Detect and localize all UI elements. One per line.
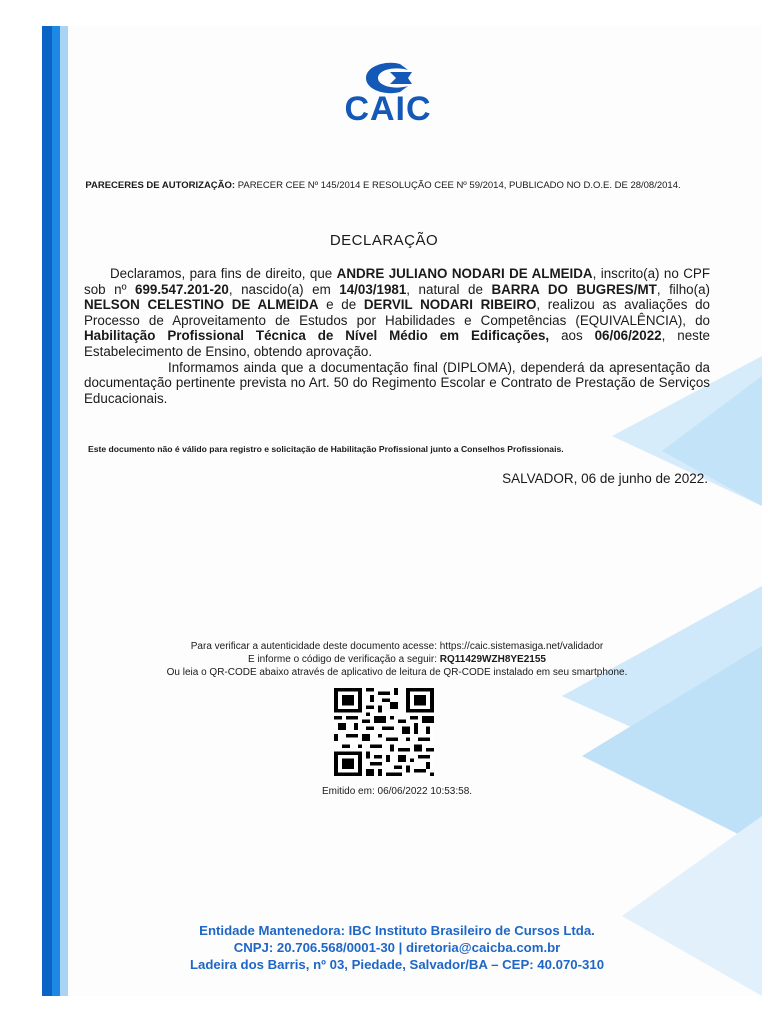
declaration-text: , natural de	[406, 281, 492, 297]
declaration-text: , filho(a)	[656, 281, 710, 297]
verification-code: RQ11429WZH8YE2155	[439, 654, 546, 665]
student-cpf: 699.547.201-20	[135, 281, 229, 297]
authorization-line	[76, 180, 690, 191]
issued-at: Emitido em: 06/06/2022 10:53:58.	[321, 786, 473, 797]
declaration-text: Declaramos, para fins de direito, que	[110, 266, 337, 281]
authorization-label: PARECERES DE AUTORIZAÇÃO:	[85, 180, 236, 191]
course-name: Habilitação Profissional Técnica de Nível Médio em Edificações,	[84, 328, 550, 344]
verification-url-line: Para verificar a autenticidade deste documento acesse: https://caic.sistemasiga.net/validador	[190, 641, 604, 652]
student-name: ANDRE JULIANO NODARI DE ALMEIDA	[336, 266, 593, 281]
verification-qr-line: Ou leia o QR-CODE abaixo através de aplicativo de leitura de QR-CODE instalado em seu smartphone.	[166, 667, 628, 678]
logo-text: CAIC	[344, 90, 432, 128]
left-stripe-light	[60, 26, 68, 996]
qr-code-icon	[334, 688, 434, 776]
document-page	[42, 26, 762, 996]
city-date: SALVADOR, 06 de junho de 2022.	[502, 471, 708, 486]
father-name: NELSON CELESTINO DE ALMEIDA	[84, 297, 319, 313]
mother-name: DERVIL NODARI RIBEIRO	[363, 297, 537, 313]
caic-logo	[338, 60, 438, 130]
declaration-text: , neste Estabelecimento de Ensino, obtendo aprovação.	[84, 328, 710, 359]
birth-date: 14/03/1981	[339, 281, 407, 297]
evaluation-date: 06/06/2022	[594, 328, 662, 344]
declaration-text: , nascido(a) em	[228, 281, 340, 297]
document-title: DECLARAÇÃO	[329, 232, 439, 249]
declaration-body	[84, 266, 710, 406]
declaration-text: aos	[549, 328, 595, 344]
authorization-text: PARECER CEE Nº 145/2014 E RESOLUÇÃO CEE Nº 59/2014, PUBLICADO NO D.O.E. DE 28/08/2014.	[235, 180, 681, 191]
left-stripe-medium	[52, 26, 60, 996]
declaration-text: , realizou as avaliações do Processo de Aproveitamento de Estudos por Habilidades e Competências (EQUIVALÊNCIA), do	[84, 297, 710, 328]
verification-code-line	[82, 653, 712, 666]
validity-notice: Este documento não é válido para registro e solicitação de Habilitação Profissional junto a Conselhos Profissionais.	[88, 444, 564, 454]
information-paragraph: Informamos ainda que a documentação final (DIPLOMA), dependerá da apresentação da documentação pertinente prevista no Art. 50 do Regimento Escolar e Contrato de Prestação de Serviços Educacionais.	[84, 359, 710, 406]
verification-block	[82, 640, 712, 679]
footer-address: Ladeira dos Barris, nº 03, Piedade, Salvador/BA – CEP: 40.070-310	[189, 957, 605, 972]
declaration-paragraph	[84, 266, 710, 360]
left-stripe-dark	[42, 26, 52, 996]
footer-entity: Entidade Mantenedora: IBC Instituto Brasileiro de Cursos Ltda.	[199, 923, 595, 938]
footer	[82, 922, 712, 973]
footer-cnpj-email: CNPJ: 20.706.568/0001-30 | diretoria@caicba.com.br	[233, 940, 561, 955]
birthplace: BARRA DO BUGRES/MT	[491, 281, 657, 297]
verification-code-prefix: E informe o código de verificação a seguir:	[248, 654, 440, 665]
declaration-text: , inscrito(a) no CPF sob nº	[84, 266, 711, 297]
declaration-text: e de	[318, 297, 364, 313]
